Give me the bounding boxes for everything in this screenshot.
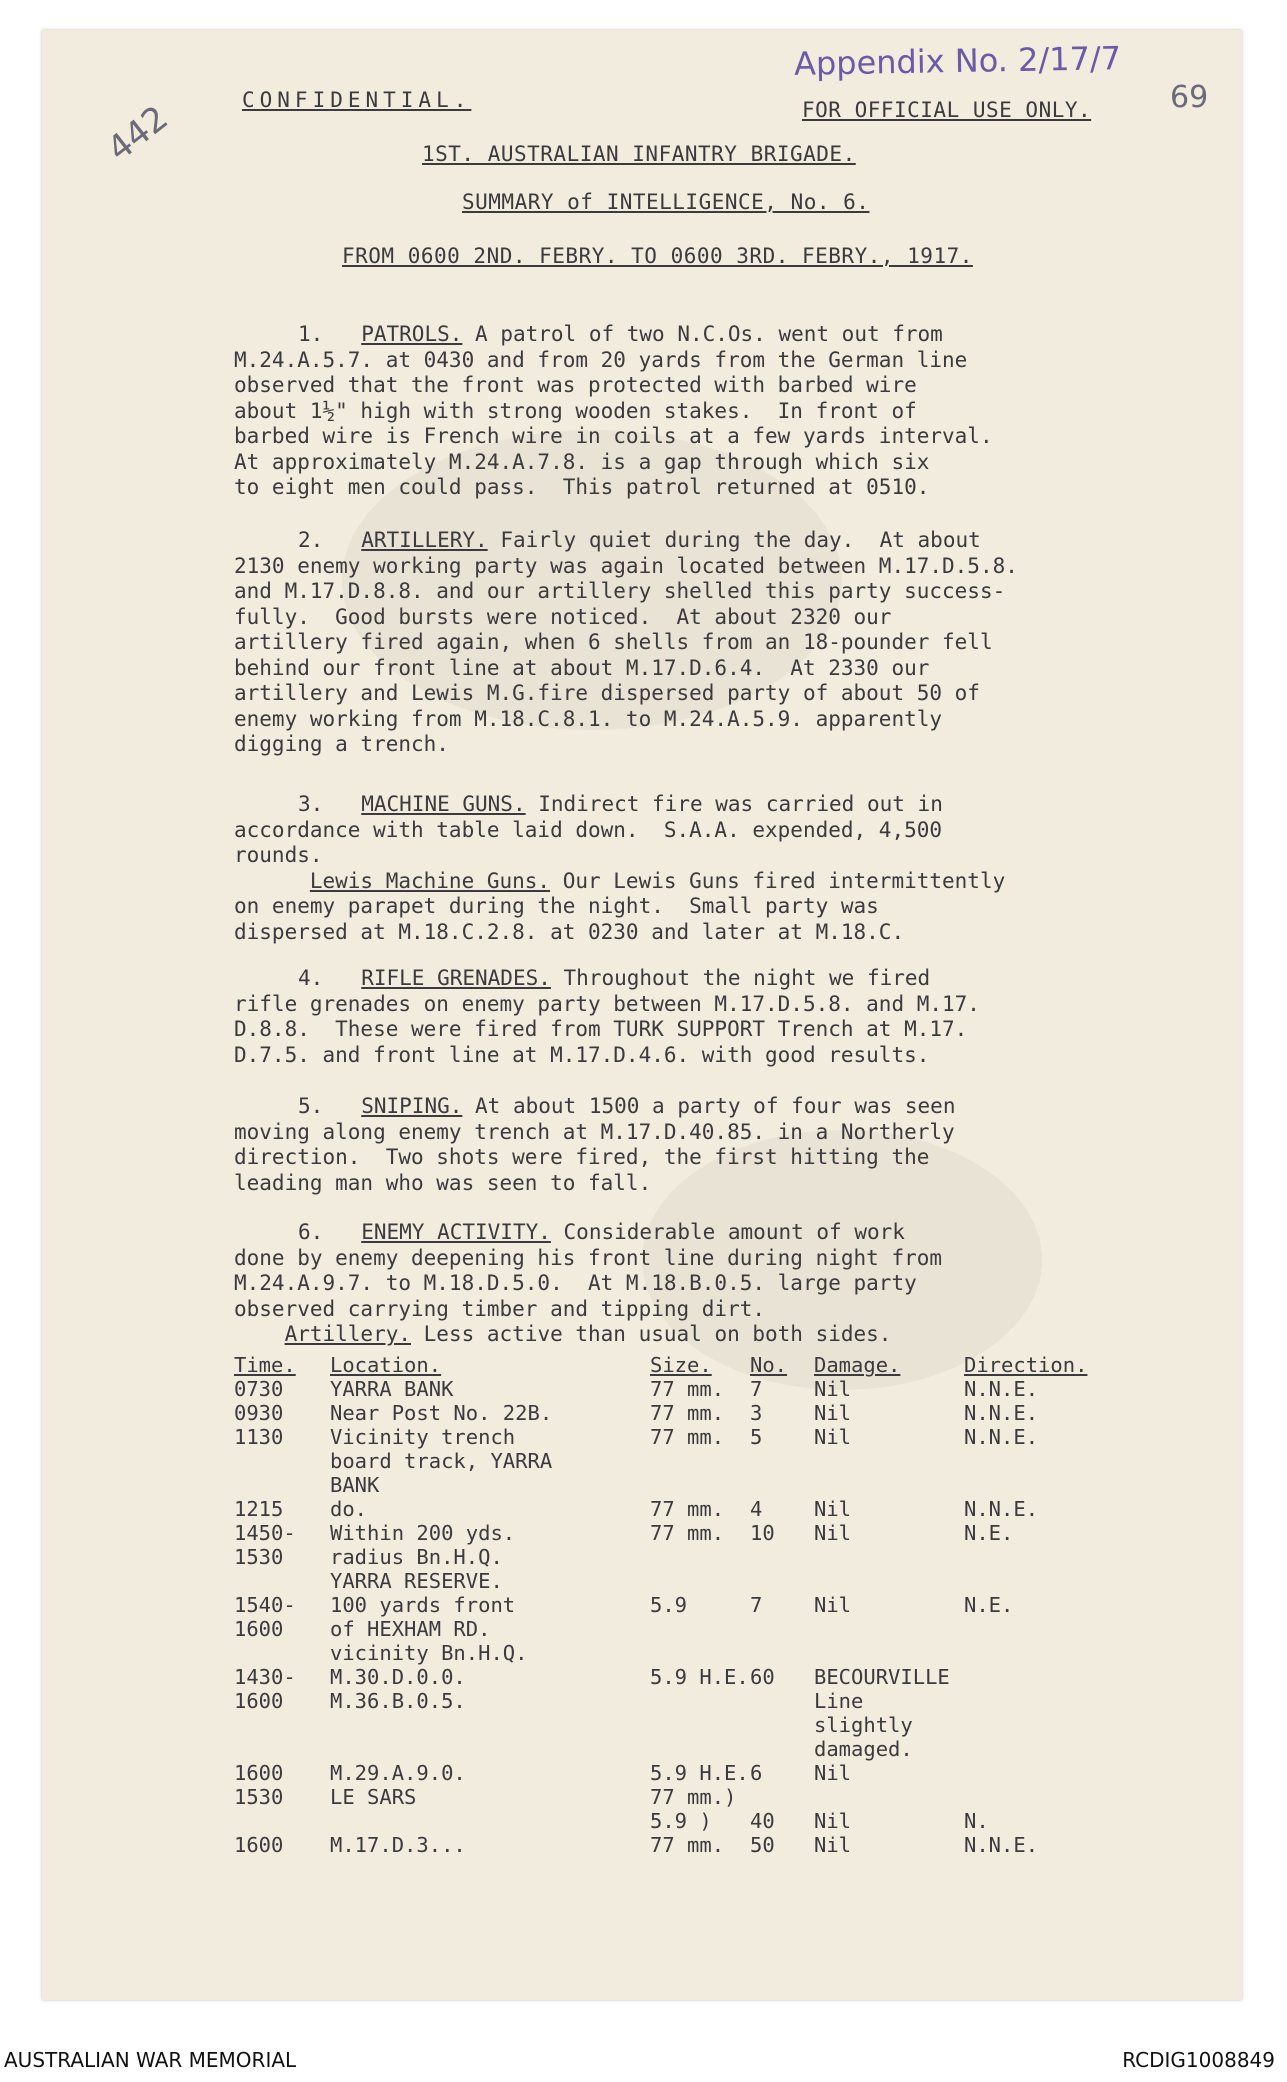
cell-time: 1430- 1600 — [234, 1665, 296, 1713]
table-header-row — [234, 1353, 1124, 1377]
cell-time: 1540- 1600 — [234, 1593, 296, 1641]
cell-number: 50 — [750, 1833, 775, 1857]
cell-damage: Nil — [814, 1425, 852, 1449]
cell-location: Near Post No. 22B. — [330, 1401, 553, 1425]
cell-size: 77 mm. — [650, 1833, 725, 1857]
section-heading: ARTILLERY. — [361, 528, 488, 552]
cell-size: 77 mm. — [650, 1401, 725, 1425]
cell-damage: BECOURVILLE Line slightly damaged. — [814, 1665, 950, 1761]
column-header-number: No. — [750, 1353, 788, 1377]
section-enemy-activity — [234, 1220, 1194, 1348]
cell-location: 100 yards front of HEXHAM RD. vicinity Bn.H.Q. — [330, 1593, 528, 1665]
section-text: Indirect fire was carried out in accordance with table laid down. S.A.A. expended, 4,500 rounds. — [234, 792, 943, 867]
table-row — [234, 1665, 1124, 1761]
sub-heading: Lewis Machine Guns. — [309, 868, 551, 893]
section-text: Throughout the night we fired rifle grenades on enemy party between M.17.D.5.8. and M.17. D.8.8. These were fired from TURK SUPPORT Trench at M.17. D.7.5. and front line at M.17.D.4.6. with good results. — [234, 966, 980, 1067]
cell-direction — [964, 1665, 1124, 1761]
cell-size: 5.9 H.E. — [650, 1665, 749, 1689]
cell-damage: Nil — [814, 1401, 852, 1425]
section-sniping — [234, 1094, 1194, 1196]
cell-number: 7 — [750, 1593, 763, 1617]
cell-number: 6 40 — [750, 1761, 775, 1833]
cell-number: 10 — [750, 1521, 775, 1545]
cell-time: 1130 — [234, 1425, 284, 1449]
table-row — [234, 1521, 1124, 1593]
cell-direction: N.N.E. — [964, 1377, 1039, 1401]
column-header-direction: Direction. — [964, 1353, 1088, 1377]
table-row — [234, 1377, 1124, 1401]
cell-direction: N.N.E. — [964, 1425, 1039, 1449]
section-heading: MACHINE GUNS. — [361, 792, 526, 816]
cell-size: 77 mm. — [650, 1377, 725, 1401]
cell-direction: N.N.E. — [964, 1497, 1039, 1521]
handling-label: FOR OFFICIAL USE ONLY. — [802, 98, 1092, 122]
cell-damage: Nil — [814, 1833, 852, 1857]
section-rifle-grenades — [234, 966, 1194, 1068]
cell-direction: N.E. — [964, 1593, 1014, 1617]
section-number: 2. — [298, 528, 324, 552]
cell-time: 1215 — [234, 1497, 284, 1521]
cell-time: 1600 — [234, 1833, 284, 1857]
cell-direction: N.E. — [964, 1521, 1014, 1545]
cell-number: 5 — [750, 1425, 763, 1449]
section-heading: PATROLS. — [361, 322, 463, 346]
section-text: A patrol of two N.C.Os. went out from M.24.A.5.7. at 0430 and from 20 yards from the German line observed that the front was protected with barbed wire about 1½" high with strong wooden stakes. In front of barbed wire is French wire in coils at a few yards interval. At approximately M.24.A.7.8. is a gap through which six to eight men could pass. This patrol returned at 0510. — [234, 322, 993, 499]
section-number: 5. — [298, 1094, 324, 1118]
column-header-size: Size. — [650, 1353, 712, 1377]
section-artillery — [234, 528, 1194, 758]
table-row — [234, 1497, 1124, 1521]
sub-text: Our Lewis Guns fired intermittently on enemy parapet during the night. Small party was dispersed at M.18.C.2.8. at 0230 and later at M.18.C. — [234, 868, 1006, 944]
section-heading: RIFLE GRENADES. — [361, 966, 551, 990]
cell-time: 1450- 1530 — [234, 1521, 296, 1569]
cell-size: 77 mm. — [650, 1521, 725, 1545]
table-row — [234, 1761, 1124, 1833]
cell-time: 1600 1530 — [234, 1761, 284, 1809]
summary-title: SUMMARY of INTELLIGENCE, No. 6. — [462, 190, 870, 214]
section-number: 4. — [298, 966, 324, 990]
document-page — [42, 30, 1242, 2000]
section-number: 6. — [298, 1220, 324, 1244]
cell-size: 5.9 — [650, 1593, 688, 1617]
cell-location: do. — [330, 1497, 368, 1521]
footer-institution: AUSTRALIAN WAR MEMORIAL — [4, 2048, 297, 2072]
cell-direction: N. — [964, 1809, 989, 1833]
footer-identifier: RCDIG1008849 — [1122, 2048, 1275, 2072]
cell-location: M.17.D.3... — [330, 1833, 466, 1857]
cell-damage: Nil — [814, 1377, 852, 1401]
column-header-location: Location. — [330, 1353, 442, 1377]
cell-time: 0930 — [234, 1401, 284, 1425]
cell-damage: Nil — [814, 1497, 852, 1521]
cell-number: 60 — [750, 1665, 775, 1689]
cell-location: M.29.A.9.0. LE SARS — [330, 1761, 466, 1809]
section-text: At about 1500 a party of four was seen moving along enemy trench at M.17.D.40.85. in a Northerly direction. Two shots were fired, the first hitting the leading man who was seen to fall. — [234, 1094, 956, 1195]
section-number: 3. — [298, 792, 324, 816]
section-heading: ENEMY ACTIVITY. — [361, 1220, 551, 1244]
cell-size: 5.9 H.E. 77 mm.) 5.9 ) — [650, 1761, 749, 1833]
classification-label: CONFIDENTIAL. — [242, 88, 472, 112]
cell-location: YARRA BANK — [330, 1377, 454, 1401]
artillery-activity-table — [234, 1353, 1124, 1857]
section-machine-guns — [234, 792, 1194, 945]
section-text: Fairly quiet during the day. At about 2130 enemy working party was again located between M.17.D.5.8. and M.17.D.8.8. and our artillery shelled this party success- fully. Good bursts were noticed. At about 2320 our artillery fired again, when 6 shells from an 18-pounder fell behind our front line at about M.17.D.6.4. At 2330 our artillery and Lewis M.G.fire dispersed party of about 50 of enemy working from M.18.C.8.1. to M.24.A.5.9. apparently digging a trench. — [234, 528, 1018, 756]
reference-number: 442 — [100, 98, 176, 170]
column-header-damage: Damage. — [814, 1353, 901, 1377]
section-patrols — [234, 322, 1194, 501]
cell-damage: Nil — [814, 1593, 852, 1617]
cell-size: 77 mm. — [650, 1425, 725, 1449]
cell-location: Vicinity trench board track, YARRA BANK — [330, 1425, 553, 1497]
sub-text: Less active than usual on both sides. — [411, 1322, 892, 1346]
cell-location: Within 200 yds. radius Bn.H.Q. YARRA RESERVE. — [330, 1521, 516, 1593]
cell-time: 0730 — [234, 1377, 284, 1401]
appendix-annotation: Appendix No. 2/17/7 — [793, 39, 1122, 83]
section-heading: SNIPING. — [361, 1094, 463, 1118]
cell-damage: Nil — [814, 1521, 852, 1545]
column-header-time: Time. — [234, 1353, 296, 1377]
unit-title: 1ST. AUSTRALIAN INFANTRY BRIGADE. — [422, 142, 856, 166]
period-title: FROM 0600 2ND. FEBRY. TO 0600 3RD. FEBRY., 1917. — [342, 244, 973, 268]
section-text: Considerable amount of work done by enemy deepening his front line during night from M.24.A.9.7. to M.18.D.5.0. At M.18.B.0.5. large party observed carrying timber and tipping dirt. — [234, 1220, 943, 1321]
cell-number: 7 — [750, 1377, 763, 1401]
table-row — [234, 1401, 1124, 1425]
cell-direction: N.N.E. — [964, 1833, 1039, 1857]
section-number: 1. — [298, 322, 324, 346]
cell-damage: Nil Nil — [814, 1761, 852, 1833]
table-row — [234, 1593, 1124, 1665]
cell-direction: N.N.E. — [964, 1401, 1039, 1425]
sub-heading: Artillery. — [284, 1322, 412, 1346]
table-row — [234, 1833, 1124, 1857]
table-row — [234, 1425, 1124, 1497]
cell-number: 3 — [750, 1401, 763, 1425]
folio-number: 69 — [1170, 80, 1209, 115]
cell-number: 4 — [750, 1497, 763, 1521]
cell-size: 77 mm. — [650, 1497, 725, 1521]
cell-location: M.30.D.0.0. M.36.B.0.5. — [330, 1665, 466, 1713]
